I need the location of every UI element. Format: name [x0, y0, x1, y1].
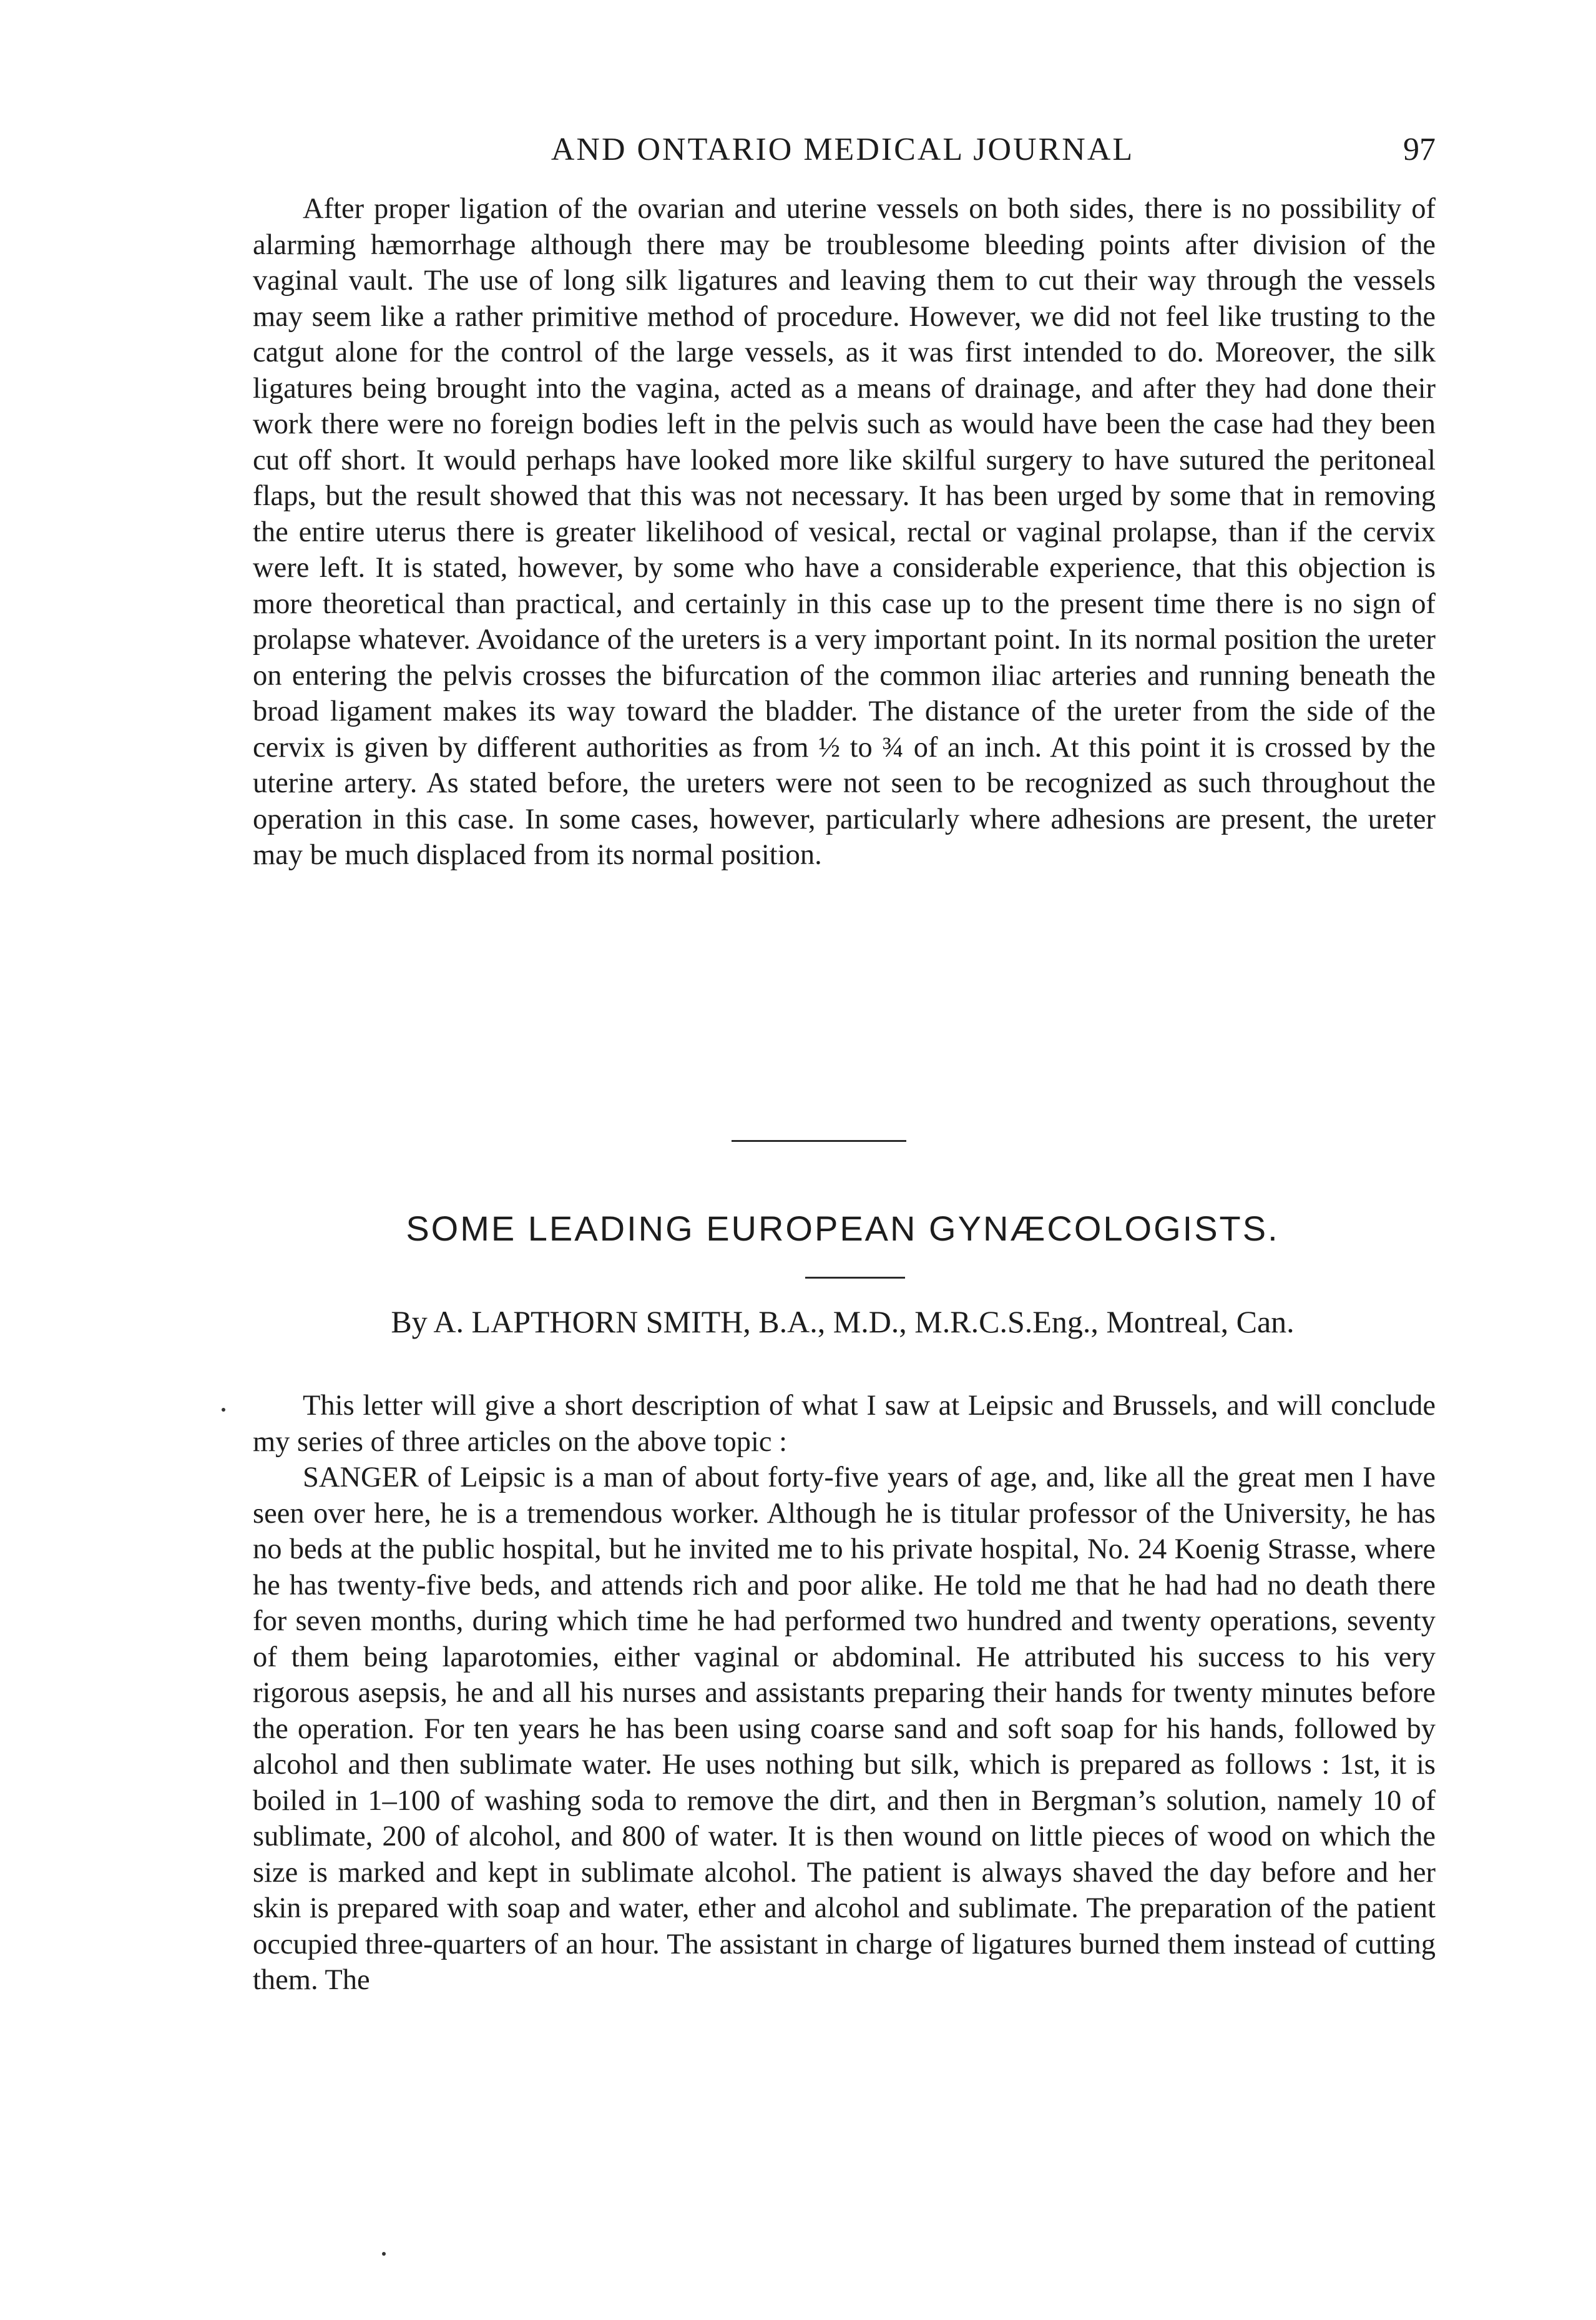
paragraph: SANGER of Leipsic is a man of about forty-five years of age, and, like all the great men I have seen over here, he is a tremendous worker. Although he is titular professor of the University, he has no beds at the public hospital, but he invited me to his private hospital, No. 24 Koenig Strasse, where he has twenty-five beds, and attends rich and poor alike. He told me that he had had no death there for seven months, during which time he had performed two hundred and twenty operations, seventy of them being laparotomies, either vaginal or abdominal. He attributed his success to his very rigorous asepsis, he and all his nurses and assistants preparing their hands for twenty minutes before the operation. For ten years he has been using coarse sand and soft soap for his hands, followed by alcohol and then sublimate water. He uses nothing but silk, which is prepared as follows : 1st, it is boiled in 1–100 of washing soda to remove the dirt, and then in Bergman’s solution, namely 10 of sublimate, 200 of alcohol, and 800 of water. It is then wound on little pieces of wood on which the size is marked and kept in sublimate alcohol. The patient is always shaved the day before and her skin is prepared with soap and water, ether and alcohol and sublimate. The preparation of the patient occupied three-quarters of an hour. The assistant in charge of ligatures burned them instead of cutting them. The — [253, 1462, 1436, 1996]
running-title: AND ONTARIO MEDICAL JOURNAL — [551, 132, 1135, 167]
print-speck — [222, 1408, 225, 1412]
section-divider — [732, 1140, 906, 1142]
paragraph: This letter will give a short description of what I saw at Leipsic and Brussels, and will conclude my series of three articles on the above topic : — [253, 1390, 1436, 1458]
paragraph: After proper ligation of the ovarian and uterine vessels on both sides, there is no possibility of alarming hæmorrhage although there may be troublesome bleeding points after division of the vaginal vault. The use of long silk ligatures and leaving them to cut their way through the vessels may seem like a rather primitive method of procedure. However, we did not feel like trusting to the catgut alone for the control of the large vessels, as it was first intended to do. Moreover, the silk ligatures being brought into the vagina, acted as a means of drainage, and after they had done their work there were no foreign bodies left in the pelvis such as would have been the case had they been cut off short. It would perhaps have looked more like skilful surgery to have sutured the peritoneal flaps, but the result showed that this was not necessary. It has been urged by some that in removing the entire uterus there is greater likelihood of vesical, rectal or vaginal prolapse, than if the cervix were left. It is stated, however, by some who have a considerable experience, that this objection is more theoretical than practical, and certainly in this case up to the present time there is no sign of prolapse whatever. Avoidance of the ureters is a very important point. In its normal position the ureter on entering the pelvis crosses the bifurcation of the common iliac arteries and running beneath the broad ligament makes its way toward the bladder. The distance of the ureter from the side of the cervix is given by different authorities as from ½ to ¾ of an inch. At this point it is crossed by the uterine artery. As stated before, the ureters were not seen to be recognized as such throughout the operation in this case. In some cases, however, particularly where adhesions are present, the ureter may be much displaced from its normal position. — [253, 193, 1436, 871]
print-speck — [382, 2252, 386, 2256]
page-number: 97 — [1403, 132, 1436, 167]
running-head — [250, 131, 1436, 175]
byline: By A. LAPTHORN SMITH, B.A., M.D., M.R.C.S.Eng., Montreal, Can. — [391, 1304, 1295, 1339]
article-text — [253, 1388, 1436, 1998]
previous-article-text — [253, 191, 1436, 873]
article-title: SOME LEADING EUROPEAN GYNÆCOLOGISTS. — [406, 1209, 1280, 1248]
title-divider — [805, 1277, 905, 1279]
